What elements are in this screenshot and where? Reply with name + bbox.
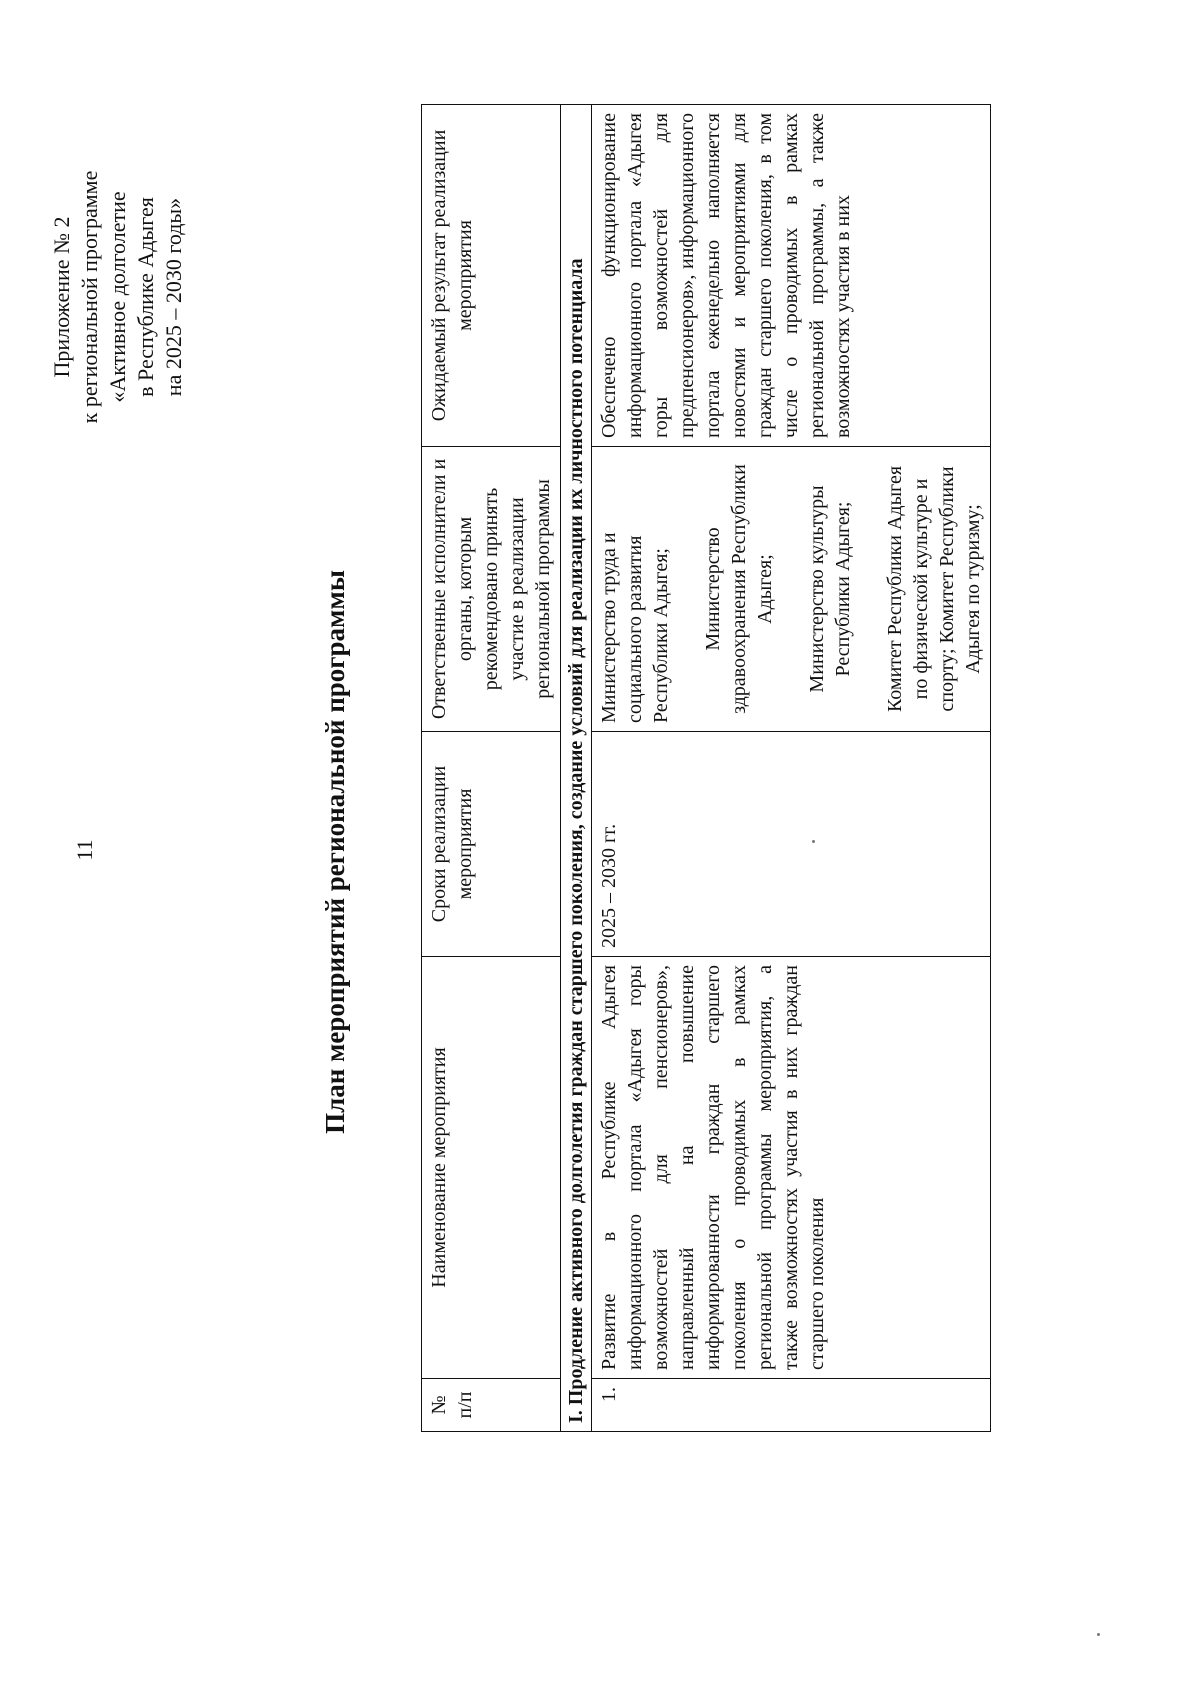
- scan-speck: [812, 840, 815, 843]
- section-row: [561, 105, 592, 1432]
- appendix-header: [48, 82, 188, 512]
- row-term: 2025 – 2030 гг.: [592, 732, 991, 957]
- row-responsible: [592, 447, 991, 732]
- header-name: Наименование мероприятия: [422, 957, 561, 1379]
- appendix-line: на 2025 – 2030 годы»: [161, 197, 186, 397]
- scan-speck: [1097, 1633, 1100, 1636]
- section-title: I. Продление активного долголетия граждан старшего поколения, создание условий для реализации их личностного потенциала: [561, 105, 592, 1432]
- plan-table: [421, 104, 991, 1432]
- appendix-line: в Республике Адыгея: [133, 197, 158, 397]
- header-num: № п/п: [422, 1379, 561, 1432]
- landscape-page: [30, 72, 1170, 1632]
- responsible-item: Министерство культуры Республики Адыгея;: [806, 485, 854, 693]
- header-term: Сроки реализации мероприятия: [422, 732, 561, 957]
- table-header-row: [422, 105, 561, 1432]
- plan-title: План мероприятий региональной программы: [320, 570, 350, 1134]
- row-result: Обеспечено функционирование информационного портала «Адыгея горы возможностей для предпенсионеров», информационного портала еженедельно наполняется новостями и мероприятиями для граждан старшего поколения, в том числе о проводимых в рамках региональной программы, а также возможностях участия в них: [592, 105, 991, 447]
- appendix-line: Приложение № 2: [49, 216, 74, 378]
- header-result: Ожидаемый результат реализации мероприятия: [422, 105, 561, 447]
- appendix-line: к региональной программе: [77, 170, 102, 424]
- row-num: 1.: [592, 1379, 991, 1432]
- responsible-item: Министерство труда и социального развития Республики Адыгея;: [598, 532, 672, 723]
- table-row: [592, 105, 991, 1432]
- header-responsible: Ответственные исполнители и органы, которым рекомендовано принять участие в реализации региональной программы: [422, 447, 561, 732]
- row-name: Развитие в Республике Адыгея информационного портала «Адыгея горы возможностей для пенсионеров», направленный на повышение информированности граждан старшего поколения о проводимых в рамках региональной программы мероприятия, а также возможностях участия в них граждан старшего поколения: [592, 957, 991, 1379]
- page-number: 11: [72, 839, 97, 861]
- responsible-item: Комитет Республики Адыгея по физической культуре и спорту; Комитет Республики Адыгея по туризму;: [884, 465, 984, 713]
- responsible-item: Министерство здравоохранения Республики Адыгея;: [702, 464, 776, 714]
- appendix-line: «Активное долголетие: [105, 191, 130, 403]
